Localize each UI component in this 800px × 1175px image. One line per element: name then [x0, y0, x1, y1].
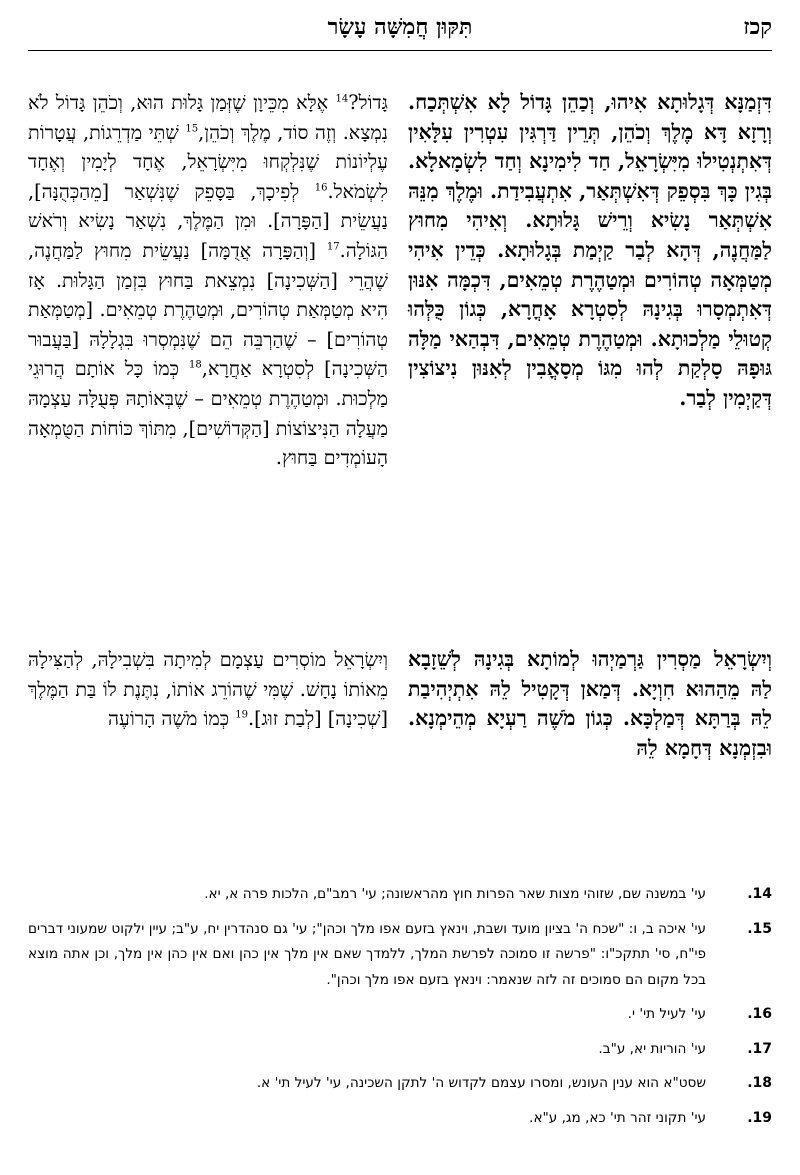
footnote-mark[interactable]: 17: [326, 241, 340, 253]
footnote-number: 15.: [747, 920, 772, 937]
footnote-mark[interactable]: 14: [335, 93, 349, 105]
header-divider: [28, 50, 772, 51]
footnote-item: [28, 1071, 772, 1097]
aramaic-text-block-1: דִּזְמַנָּא דְּגָלוּתָא אִיהוּ, וְכַהֵן גָּדוֹל לָא אִשְׁתְּכַח. וְרָזָא דָּא מֶלֶךְ וְכֹהֵן, תְּרֵין דַּרְגִּין עִטְרִין עִלָּאִין דְּאִתְנְטִילוּ מִיִּשְׂרָאֵל, חַד לִימִינָא וְחַד לִשְׂמָאלָא. בְּגִין כָּךְ בִּסְפֵק דְּאִשְׁתְּאַר, אִתְעֲבִידַת. וּמֶלֶךְ מִנֵּהּ אִשְׁתְּאַר נָשִׂיא וְרֵישׁ גָּלוּתָא. וְאִיהִי מִחוּץ לַמַּחֲנֶה, דְּהָא לְבַר קַיְמַת בְּגָלוּתָא. כְּדֵין אִיהִי מְטַמְּאָה טְהוֹרִים וּמְטַהֶרֶת טְמֵאִים, דִּכְמָּה אִנּוּן דְּאִתְמְסָרוּ בְּגִינָהּ לְסִטְרָא אָחֳרָא, כְּגוֹן כֻּלְּהוּ קְטוּלֵי מַלְכוּתָא. וּמְטַהֶרֶת טְמֵאִים, דִּבְהַאי מַלָּה גּוּפָהּ סָלְקַת לְהוּ מִגּוֹ מְסָאֳבִין לְאִנּוּן נִיצוֹצִין דְּקַיְמִין לְבַר.: [408, 90, 772, 410]
aramaic-text-block-2: וְיִשְׂרָאֵל מַסְרִין גַּרְמַיְהוּ לְמוֹתָא בְּגִינָהּ לְשֵׁזָבָא לַהּ מֵהַהוּא חִוְיָא. דְּמַאן דְּקָטִיל לֵהּ אִתְיְהִיבַת לֵהּ בְּרַתָּא דְּמַלְכָּא. כְּגוֹן מֹשֶׁה רַעְיָא מְהֵימְנָא. וּבִזְמְנָא דְּחָמָא לֵהּ: [408, 647, 772, 760]
translation-segment: אֶלָּא מִכֵּיוָן שֶׁזְּמַן גָּלוּת הוּא, וְכֹהֵן גָּדוֹל לֹא נִמְצָא. וְזֶה סוֹד, מֶלֶךְ וְכֹהֵן,: [28, 91, 388, 144]
translation-segment: כְּמוֹ כָּל אוֹתָם הֲרוּגֵי מַלְכוּת. וּמְטַהֶרֶת טְמֵאִים – שֶׁבְּאוֹתָהּ פְּעֻלָּה עַצְמָהּ מַעֲלָה הַנִּיצוֹצוֹת [הַקְּדוֹשִׁים], מִתּוֹךְ כּוֹחוֹת הַטֻּמְאָה הָעוֹמְדִים בַּחוּץ.: [28, 357, 388, 470]
footnote-mark[interactable]: 16: [314, 182, 328, 194]
footnote-number: 18.: [747, 1075, 772, 1091]
footnotes-section: [28, 882, 772, 1140]
footnote-number: 16.: [747, 1006, 772, 1022]
translation-segment: לְפִיכָךְ, בַּסָּפֵק שֶׁנִּשְׁאַר [מֵהַכְּהֻנָּה], נַעֲשֵׂית [הַפָּרָה]. וּמִן הַמֶּלֶךְ, נִשְׁאַר נָשִׂיא וְרֹאשׁ הַגּוֹלָה.: [28, 179, 388, 262]
footnote-item: [28, 1037, 772, 1063]
footnote-number: 17.: [747, 1040, 772, 1057]
footnote-text: עי' תקוני זהר תי' כא, מג, ע"א.: [529, 1109, 706, 1126]
hebrew-translation-block-2: [28, 645, 388, 734]
translation-segment: וְיִשְׂרָאֵל מוֹסְרִים עַצְמָם לְמִיתָה בִּשְׁבִילָהּ, לְהַצִּילָהּ מֵאוֹתוֹ נָחָשׁ. שֶׁמִּי שֶׁהוֹרֵג אוֹתוֹ, נִתֶּנֶת לוֹ בַּת הַמֶּלֶךְ [שְׁכִינָה] [לְבַת זוּג].: [28, 648, 388, 731]
footnote-text: עי' הוריות יא, ע"ב.: [598, 1040, 706, 1057]
footnote-mark[interactable]: 15: [185, 123, 199, 135]
page-title: תִּקּוּן חֲמִשָּׁה עָשָׂר: [327, 14, 473, 40]
translation-segment: [וְהַפָּרָה אֲדֻמָּה] נַעֲשֵׂית מִחוּץ לַמַּחֲנֶה, שֶׁהֲרֵי [הַשְּׁכִינָה] נִמְצֵאת בַּחוּץ בִּזְמַן הַגָּלוּת. אָז הִיא מְטַמְּאַת טְהוֹרִים, וּמְטַהֶרֶת טְמֵאִים. [מְטַמְּאַת טְהוֹרִים] – שֶׁהַרְבֵּה הֵם שֶׁנִּמְסְרוּ בִּגְלָלָהּ [בַּעֲבוּר הַשְּׁכִינָה] לְסִטְרָא אַחֲרָא,: [28, 238, 388, 381]
translation-segment: שְׁתֵּי מַדְרֵגוֹת, עֲטָרוֹת עֶלְיוֹנוֹת שֶׁנִּלְקְחוּ מִיִּשְׂרָאֵל, אֶחָד לְיָמִין וְאֶחָד לִשְׂמֹאל.: [28, 120, 389, 203]
footnote-item: [28, 1002, 772, 1028]
footnote-number: 19.: [747, 1109, 772, 1126]
hebrew-translation-block-1: [28, 88, 388, 473]
footnote-text: עי' איכה ב, ו: "שכח ה' בציון מועד ושבת, וינאץ בזעם אפו מלך וכהן"; עי' גם סנהדרין יח, ע"ב; עיין ילקוט שמעוני דברים פי"ח, סי' תתקכ"ו: "פרשה זו סמוכה לפרשת המלך, ללמדך שאם אין מלך אין כהן ואם אין כהן אין מלך, וכן אתה מוצא בכל מקום הם סמוכים זה לזה שנאמר: וינאץ בזעם אפו מלך וכהן".: [28, 920, 706, 988]
footnote-number: 14.: [747, 886, 772, 902]
footnote-item: [28, 917, 772, 994]
footnote-item: [28, 1106, 772, 1132]
footnote-mark[interactable]: 19: [235, 709, 248, 721]
footnote-text: עי' לעיל תי' י.: [627, 1006, 706, 1022]
footnote-text: עי' במשנה שם, שזוהי מצות שאר הפרות חוץ מהראשונה; עי' רמב"ם, הלכות פרה א, יא.: [204, 886, 706, 902]
translation-segment: גָּדוֹל?: [348, 91, 388, 114]
footnote-text: שסט"א הוא ענין העונש, ומסרו עצמם לקדוש ה' לתקן השכינה, עי' לעיל תי' א.: [256, 1075, 706, 1091]
footnote-item: [28, 882, 772, 908]
footnote-mark[interactable]: 18: [189, 359, 202, 371]
page-header: [28, 14, 772, 44]
translation-segment: כְּמוֹ מֹשֶׁה הָרוֹעֶה: [108, 707, 230, 731]
page-number: קכז: [743, 14, 772, 40]
